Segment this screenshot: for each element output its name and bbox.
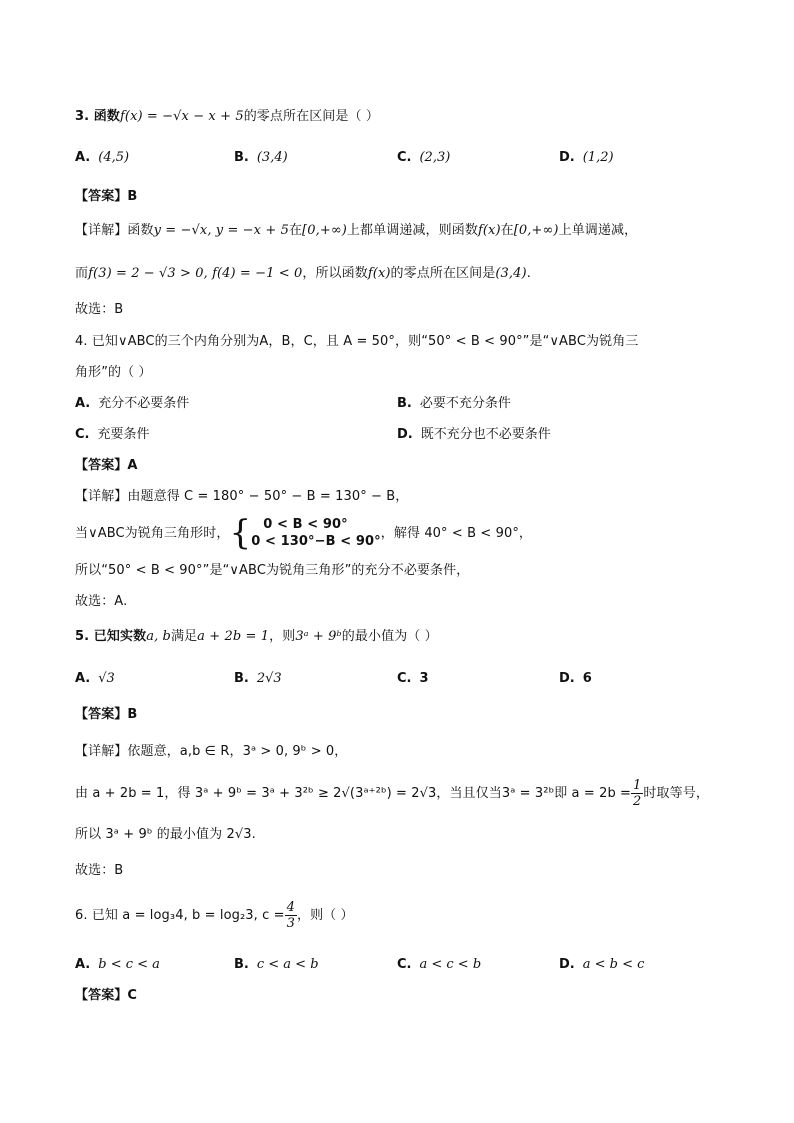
q4-option-d: D. 既不充分也不必要条件	[397, 427, 551, 442]
q4-option-a: A. 充分不必要条件	[75, 396, 190, 411]
q5-answer: 【答案】B	[75, 707, 138, 722]
q6-option-a: A. b < c < a	[75, 957, 160, 972]
q4-option-b: B. 必要不充分条件	[397, 396, 511, 411]
q3-detail-line2: 而f(3) = 2 − √3 > 0, f(4) = −1 < 0，所以函数f(x)的零点所在区间是(3,4).	[75, 266, 531, 281]
q3-option-a: A. (4,5)	[75, 150, 130, 165]
q4-detail-line2: 当∨ABC为锐角三角形时，{ 0 < B < 90° 0 < 130°−B < 90° ，解得 40° < B < 90°，	[75, 513, 533, 553]
q4-choice: 故选：A.	[75, 594, 128, 609]
q3-option-c: C. (2,3)	[397, 150, 451, 165]
q3-detail-line1: 【详解】函数y = −√x, y = −x + 5在[0,+∞)上都单调递减，则函数f(x)在[0,+∞)上单调递减，	[75, 223, 638, 238]
q3-choice: 故选：B	[75, 302, 124, 317]
inequality-system: { 0 < B < 90° 0 < 130°−B < 90°	[229, 513, 381, 553]
q4-detail-line1: 【详解】由题意得 C = 180° − 50° − B = 130° − B，	[75, 489, 409, 504]
q5-option-b: B. 2√3	[234, 671, 282, 686]
q4-stem-line2: 角形”的（ ）	[75, 365, 152, 380]
fraction-one-half: $\frac{1}{2}$	[633, 778, 642, 809]
fraction-four-thirds: $\frac{4}{3}$	[286, 900, 295, 931]
q5-option-a: A. √3	[75, 671, 115, 686]
q6-option-b: B. c < a < b	[234, 957, 319, 972]
q6-option-d: D. a < b < c	[559, 957, 645, 972]
q4-option-c: C. 充要条件	[75, 427, 150, 442]
q3-option-d: D. (1,2)	[559, 150, 614, 165]
q4-detail-line3: 所以“50° < B < 90°”是“∨ABC为锐角三角形”的充分不必要条件，	[75, 563, 470, 578]
q3-option-b: B. (3,4)	[234, 150, 288, 165]
q5-detail-line2: 由 a + 2b = 1，得 3ᵃ + 9ᵇ = 3ᵃ + 3²ᵇ ≥ 2√(3ᵃ⁺²ᵇ) = 2√3，当且仅当3ᵃ = 3²ᵇ即 a = 2b = $\frac{1}{2}$ 时取等号，	[75, 778, 709, 809]
q6-stem: 6. 已知 a = log₃4, b = log₂3, c = $\frac{4}{3}$ ，则（ ）	[75, 900, 354, 931]
q4-answer: 【答案】A	[75, 458, 138, 473]
q5-option-d: D. 6	[559, 671, 592, 686]
q4-stem-line1: 4. 已知∨ABC的三个内角分别为A，B，C，且 A = 50°，则“50° < B < 90°”是“∨ABC为锐角三	[75, 334, 639, 349]
q5-option-c: C. 3	[397, 671, 429, 686]
q5-detail-line1: 【详解】依题意，a,b ∈ R，3ᵃ > 0, 9ᵇ > 0，	[75, 744, 348, 759]
q6-option-c: C. a < c < b	[397, 957, 482, 972]
q5-choice: 故选：B	[75, 863, 124, 878]
q3-stem: 3. 函数f(x) = −√x − x + 5的零点所在区间是（ ）	[75, 109, 379, 124]
q5-detail-line3: 所以 3ᵃ + 9ᵇ 的最小值为 2√3.	[75, 827, 256, 842]
q6-answer: 【答案】C	[75, 988, 138, 1003]
q3-answer: 【答案】B	[75, 189, 138, 204]
q5-stem: 5. 已知实数a, b满足a + 2b = 1，则3ᵃ + 9ᵇ的最小值为（ ）	[75, 629, 438, 644]
